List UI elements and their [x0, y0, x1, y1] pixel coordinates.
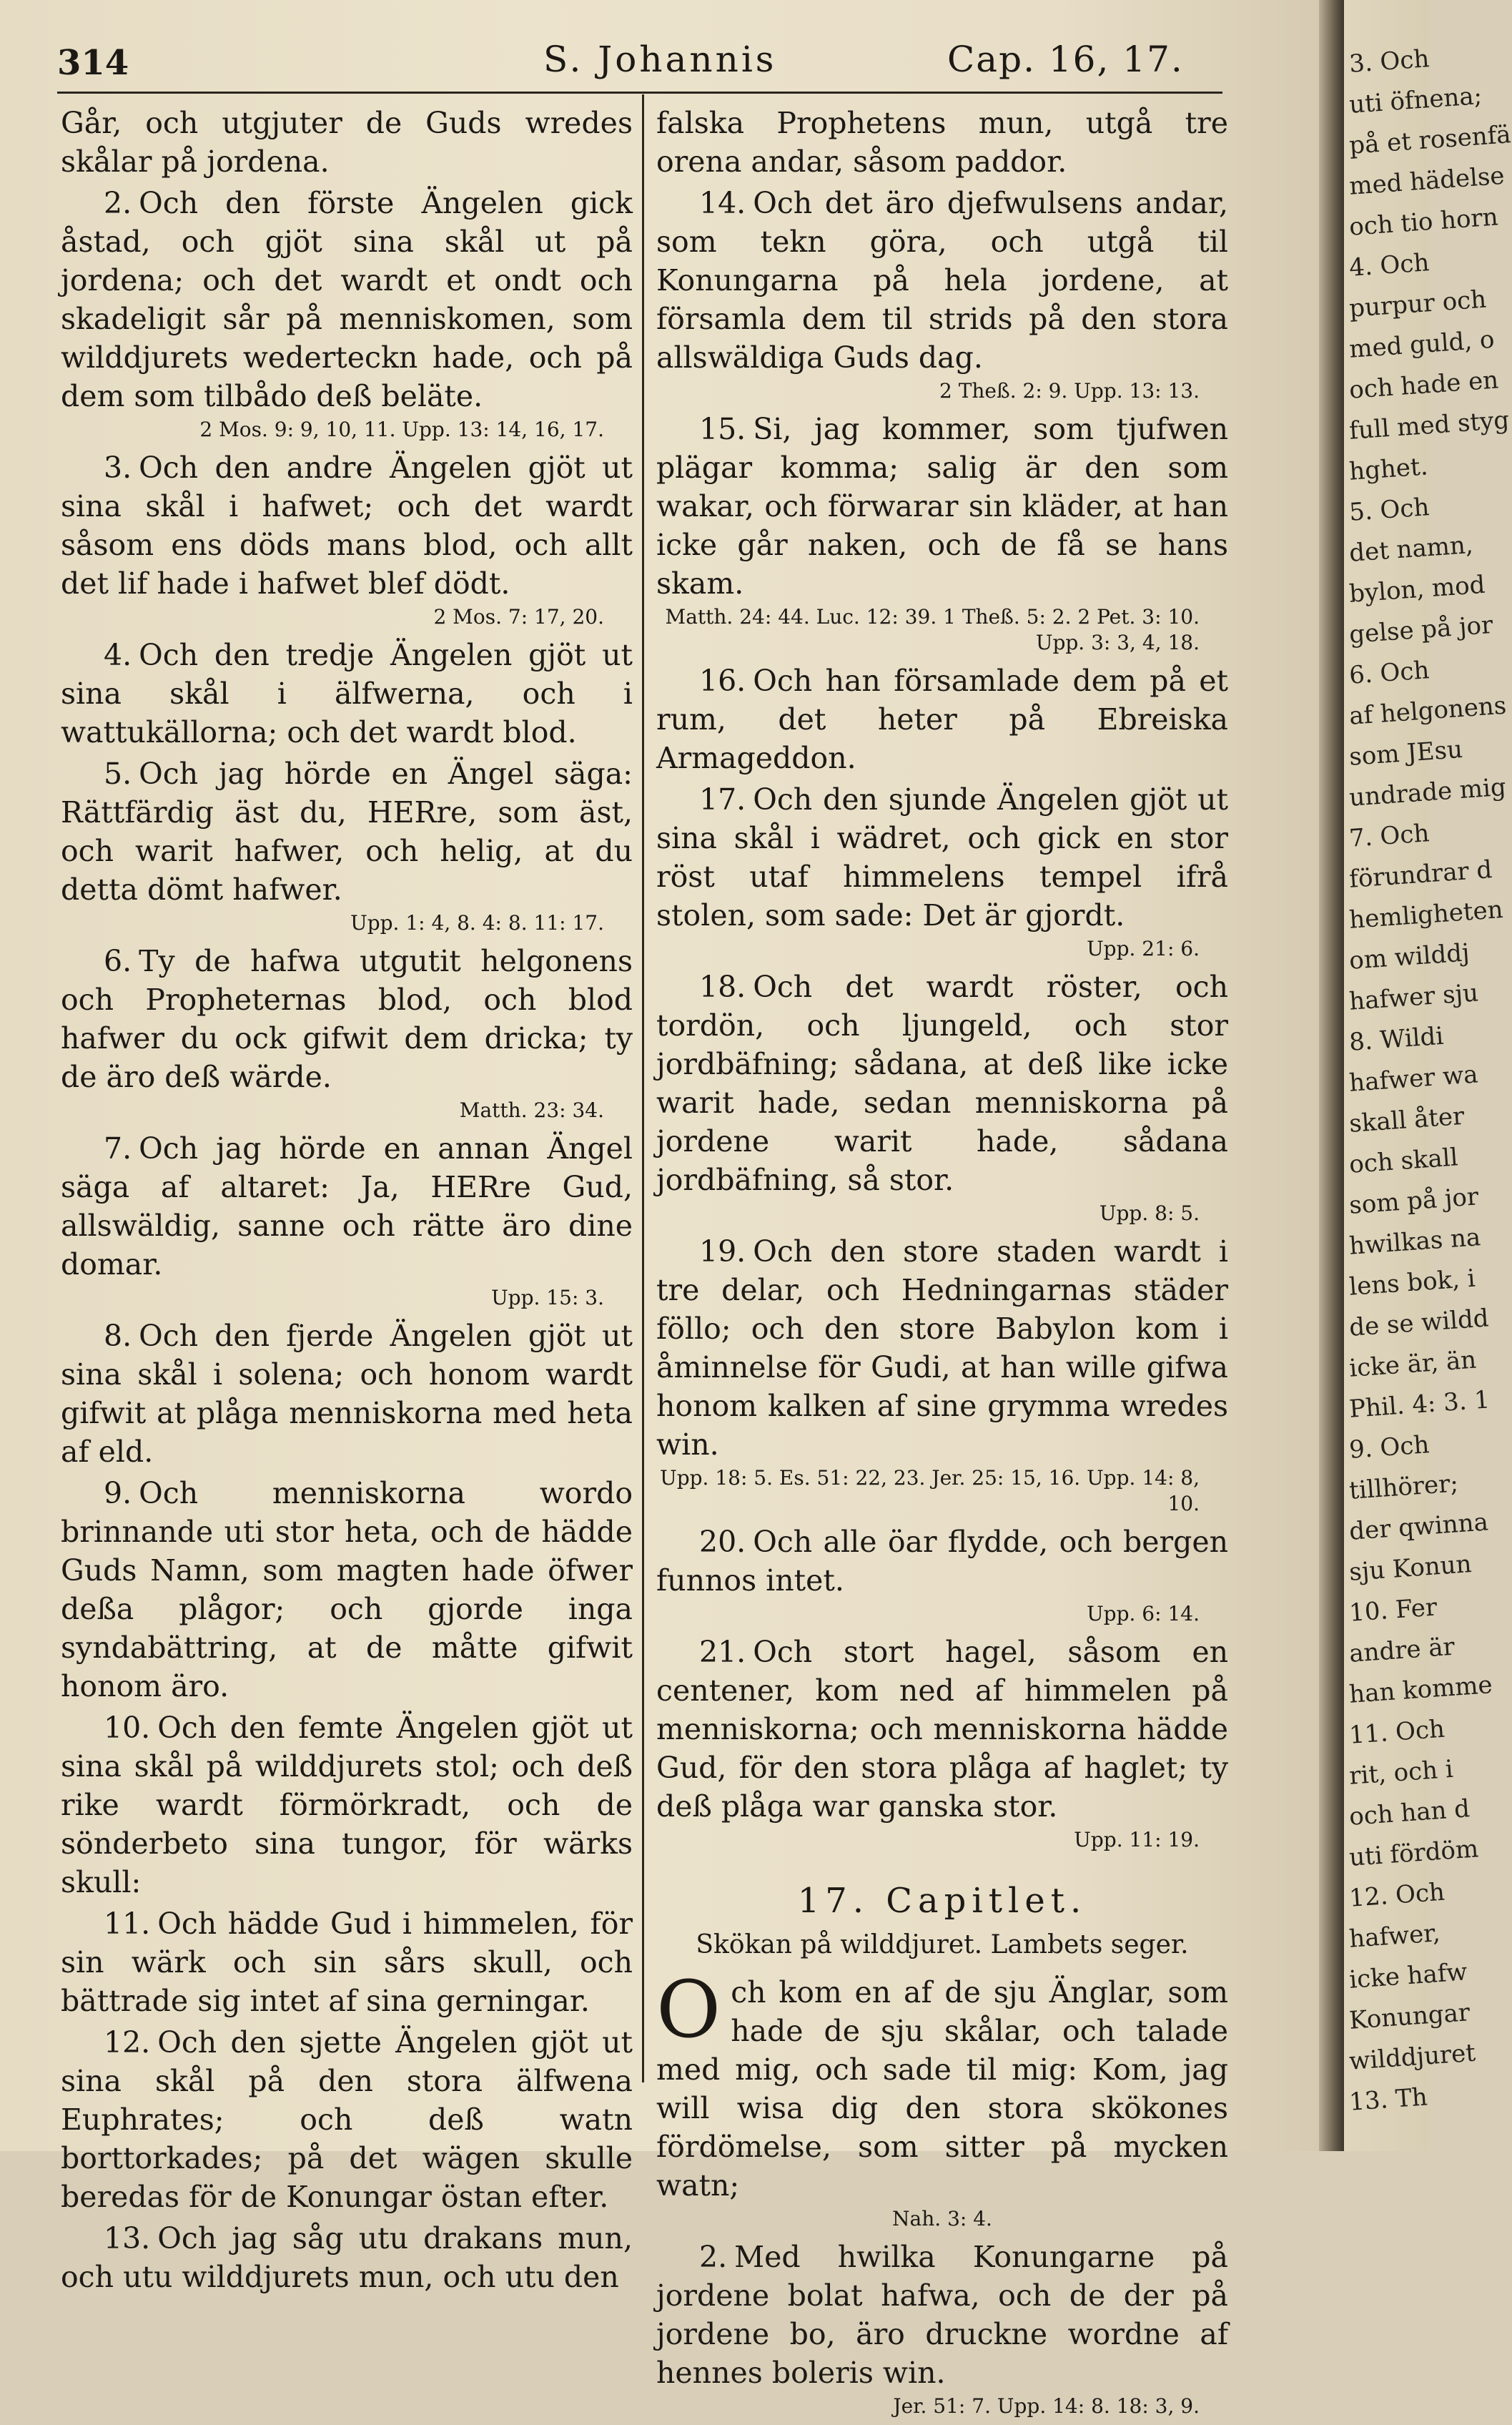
- verse-text: Och alle öar flydde, och bergen funnos intet.: [656, 1525, 1228, 1598]
- facing-page-fragment: han komme: [1348, 1671, 1493, 1709]
- right-verse: [656, 661, 1228, 777]
- verse-number: 6.: [104, 944, 132, 978]
- facing-page-fragment: med guld, o: [1348, 325, 1496, 364]
- cross-reference: Upp. 18: 5. Es. 51: 22, 23. Jer. 25: 15, 16. Upp. 14: 8, 10.: [660, 1466, 1200, 1515]
- left-verse: [61, 1904, 633, 2020]
- left-verse: [61, 1708, 633, 1902]
- verse-text: Och han församlade dem på et rum, det heter på Ebreiska Armageddon.: [656, 664, 1228, 775]
- verse-number: 19.: [699, 1234, 746, 1269]
- chapter-range: Cap. 16, 17.: [947, 39, 1184, 80]
- facing-page-fragment: tillhörer;: [1348, 1469, 1460, 1505]
- facing-page-fragment: 5. Och: [1348, 493, 1431, 527]
- column-divider: [642, 94, 644, 2082]
- page-header: [57, 36, 1222, 86]
- cross-reference: 2 Mos. 7: 17, 20.: [433, 605, 604, 629]
- facing-page-fragment: 9. Och: [1348, 1430, 1431, 1465]
- verse-number: 13.: [104, 2221, 151, 2256]
- verse-text: Och stort hagel, såsom en centener, kom ned af himmelen på menniskorna; och menniskorna hädde Gud, för den stora plåga af haglet; ty deß plåga war ganska stor.: [656, 1635, 1228, 1824]
- facing-page-fragment: icke är, än: [1348, 1345, 1478, 1383]
- verse-text: Och menniskorna wordo brinnande uti stor heta, och de hädde Guds Namn, som magten hade öfwer deßa plågor; och gjorde inga syndabättring, at de måtte gifwit honom äro.: [61, 1476, 633, 1703]
- facing-page-fragment: undrade mig: [1348, 772, 1507, 812]
- cross-reference: Matth. 24: 44. Luc. 12: 39. 1 Theß. 5: 2. 2 Pet. 3: 10. Upp. 3: 3, 4, 18.: [665, 605, 1200, 654]
- facing-page-fragment: Konungar: [1348, 1998, 1471, 2035]
- verse-text: Och hädde Gud i himmelen, för sin wärk och sin sårs skull, och bättrade sig intet af sina gerningar.: [61, 1907, 633, 2018]
- facing-page-fragment: rit, och i: [1348, 1754, 1454, 1791]
- right-verse: [656, 968, 1228, 1199]
- verse-number: 14.: [699, 186, 746, 220]
- verse-text: Si, jag kommer, som tjufwen plägar komma; salig är den som wakar, och förwarar sin kläder, at han icke går naken, och de få se hans skam.: [656, 412, 1228, 601]
- verse-number: 2.: [699, 2240, 728, 2274]
- left-verse: [61, 1129, 633, 1284]
- facing-page-fragment: 13. Th: [1348, 2082, 1428, 2117]
- verse-text: Och den tredje Ängelen gjöt ut sina skål i älfwerna, och i wattukällorna; och det wardt blod.: [61, 638, 633, 749]
- verse-text: falska Prophetens mun, utgå tre orena andar, såsom paddor.: [656, 106, 1228, 179]
- right-verse: [656, 1523, 1228, 1600]
- drop-cap: O: [656, 1964, 721, 2055]
- left-verse: [61, 184, 633, 415]
- facing-page-edge: [1344, 0, 1512, 2151]
- facing-page-fragment: icke hafw: [1348, 1957, 1468, 1994]
- facing-page-fragment: och skall: [1348, 1143, 1459, 1179]
- verse-number: 3.: [104, 451, 132, 485]
- right-verse: [656, 104, 1228, 181]
- cross-reference: Upp. 1: 4, 8. 4: 8. 11: 17.: [350, 911, 604, 935]
- facing-page-fragment: wilddjuret: [1348, 2038, 1477, 2076]
- verse-text: Och den förste Ängelen gick åstad, och gjöt sina skål ut på jordena; och det wardt et ondt och skadeligit sår på menniskomen, som wilddjurets wederteckn hade, och på dem som tilbådo deß beläte.: [61, 186, 633, 413]
- right-verse: [656, 410, 1228, 603]
- chapter16-verses: [656, 104, 1228, 1853]
- facing-page-fragment: som på jor: [1348, 1182, 1480, 1220]
- facing-page-fragment: lens bok, i: [1348, 1264, 1476, 1302]
- facing-page-fragment: hemligheten: [1348, 895, 1504, 935]
- verse-text: Och det äro djefwulsens andar, som tekn göra, och utgå til Konungarna på hela jordene, at församla dem til strids på den stora allswäldiga Guds dag.: [656, 186, 1228, 375]
- left-verse: [61, 754, 633, 909]
- facing-page-fragment: 12. Och: [1348, 1877, 1446, 1913]
- facing-page-fragment: der qwinna: [1348, 1507, 1490, 1546]
- cross-reference: Upp. 11: 19.: [1074, 1828, 1200, 1851]
- verse-number: 11.: [104, 1907, 151, 1941]
- facing-page-fragment: förundrar d: [1348, 855, 1493, 894]
- facing-page-fragment: gelse på jor: [1348, 610, 1494, 649]
- facing-page-fragment: uti öfnena;: [1348, 82, 1483, 119]
- book-spine: [1319, 0, 1344, 2151]
- right-verse: [656, 1232, 1228, 1464]
- facing-page-fragment: sju Konun: [1348, 1550, 1473, 1587]
- facing-page-fragment: skall åter: [1348, 1101, 1466, 1138]
- left-verse: [61, 104, 633, 181]
- facing-page-fragment: 6. Och: [1348, 656, 1431, 690]
- left-verse: [61, 2023, 633, 2216]
- verse-text: Och det wardt röster, och tordön, och ljungeld, och stor jordbäfning; sådana, at deß like icke warit hade, sedan menniskorna på jordene warit hade, sådana jordbäfning, så stor.: [656, 970, 1228, 1197]
- facing-page-fragment: de se wildd: [1348, 1304, 1490, 1342]
- facing-page-fragment: hafwer wa: [1348, 1060, 1479, 1098]
- verse-text: Med hwilka Konungarne på jordene bolat hafwa, och de der på jordene bo, äro druckne wordne af hennes boleris win.: [656, 2240, 1228, 2390]
- verse-number: 16.: [699, 664, 746, 698]
- facing-page-fragment: hwilkas na: [1348, 1223, 1482, 1261]
- cross-reference: Upp. 15: 3.: [491, 1286, 604, 1309]
- left-verse: [61, 942, 633, 1096]
- facing-page-fragment: med hädelse: [1348, 161, 1506, 201]
- facing-page-fragment: på et rosenfä: [1348, 120, 1512, 160]
- verse-text: Och den sjette Ängelen gjöt ut sina skål på den stora älfwena Euphrates; och deß watn borttorkades; på det wägen skulle beredas för de Konungar östan efter.: [61, 2025, 633, 2214]
- facing-page-fragment: hghet.: [1348, 452, 1429, 486]
- facing-page-fragment: och hade en: [1348, 365, 1500, 405]
- facing-page-fragment: 11. Och: [1348, 1714, 1446, 1750]
- cross-reference: Matth. 23: 34.: [459, 1098, 604, 1122]
- cross-reference: 2 Mos. 9: 9, 10, 11. Upp. 13: 14, 16, 17.: [199, 418, 604, 441]
- verse-number: 8.: [104, 1319, 132, 1353]
- verse-text: Och den andre Ängelen gjöt ut sina skål i hafwet; och det wardt såsom ens döds mans blod, och allt det lif hade i hafwet blef dödt.: [61, 451, 633, 601]
- facing-page-fragment: hafwer sju: [1348, 978, 1480, 1016]
- running-title: S. Johannis: [543, 39, 777, 80]
- right-verse: [656, 780, 1228, 935]
- right-verse: [656, 1633, 1228, 1826]
- facing-page-fragment: och tio horn: [1348, 202, 1499, 242]
- facing-page-fragment: bylon, mod: [1348, 570, 1486, 609]
- facing-page-fragment: full med styg: [1348, 405, 1511, 446]
- verse-number: 12.: [104, 2025, 151, 2060]
- verse-text: Och jag hörde en Ängel säga: Rättfärdig äst du, HERre, som äst, och warit hafwer, och helig, at du detta dömt hafwer.: [61, 757, 633, 907]
- facing-page-fragment: andre är: [1348, 1632, 1456, 1668]
- page-number: 314: [57, 43, 129, 83]
- verse-number: 21.: [699, 1635, 746, 1669]
- verse-number: 17.: [699, 782, 746, 817]
- verse-number: 7.: [104, 1131, 132, 1166]
- left-verse: [61, 2219, 633, 2296]
- left-column: [61, 104, 633, 2299]
- facing-page-fragment: purpur och: [1348, 285, 1488, 323]
- facing-page-fragment: 7. Och: [1348, 819, 1431, 853]
- right-verse: [656, 184, 1228, 377]
- verse-number: 9.: [104, 1476, 132, 1510]
- facing-page-fragment: om wilddj: [1348, 938, 1471, 975]
- verse-text: Ty de hafwa utgutit helgonens och Propheternas blod, och blod hafwer du ock gifwit dem dricka; ty de äro deß wärde.: [61, 944, 633, 1094]
- left-verse: [61, 636, 633, 752]
- verse-number: 18.: [699, 970, 746, 1004]
- facing-page-fragment: 4. Och: [1348, 248, 1431, 282]
- verse-number: 15.: [699, 412, 746, 446]
- verse-text: Går, och utgjuter de Guds wredes skålar på jordena.: [61, 106, 633, 179]
- verse-text: Och den femte Ängelen gjöt ut sina skål på wilddjurets stol; och deß rike wardt förmörkradt, och de sönderbeto sina tungor, för wärks skull:: [61, 1711, 633, 1899]
- cross-reference: Nah. 3: 4.: [892, 2207, 992, 2230]
- verse-text: Och jag hörde en annan Ängel säga af altaret: Ja, HERre Gud, allswäldig, sanne och rätte äro dine domar.: [61, 1131, 633, 1282]
- verse-number: 5.: [104, 757, 132, 791]
- facing-page-fragment: som JEsu: [1348, 734, 1464, 772]
- facing-page-fragment: uti fördöm: [1348, 1834, 1480, 1872]
- header-rule: [57, 92, 1222, 94]
- verse-17-2: [656, 2238, 1228, 2392]
- verse-text: Och den fjerde Ängelen gjöt ut sina skål i solena; och honom wardt gifwit at plåga menniskorna med heta af eld.: [61, 1319, 633, 1469]
- chapter-title: 17. Capitlet.: [797, 1881, 1087, 1921]
- facing-page-fragment: af helgonens: [1348, 691, 1508, 731]
- cross-reference: Upp. 21: 6.: [1087, 937, 1200, 960]
- right-column: [656, 104, 1228, 2425]
- left-verse: [61, 1474, 633, 1706]
- cross-reference: Upp. 6: 14.: [1087, 1602, 1200, 1625]
- chapter-summary: Skökan på wilddjuret. Lambets seger.: [696, 1930, 1189, 1959]
- facing-page-fragment: och han d: [1348, 1794, 1471, 1831]
- facing-page-fragment: 8. Wildi: [1348, 1021, 1445, 1057]
- verse-17-1: [656, 1964, 1228, 2205]
- verse-number: 20.: [699, 1525, 746, 1559]
- verse-text: Och den sjunde Ängelen gjöt ut sina skål i wädret, och gick en stor röst utaf himmelens tempel ifrå stolen, som sade: Det är gjordt.: [656, 782, 1228, 933]
- verse-text: ch kom en af de sju Änglar, som hade de sju skålar, och talade med mig, och sade til mig: Kom, jag will wisa dig den stora skökones fördömelse, som sitter på mycken watn;: [656, 1975, 1228, 2203]
- facing-page-fragment: 10. Fer: [1348, 1593, 1438, 1628]
- left-verse: [61, 448, 633, 603]
- facing-page-fragment: 3. Och: [1348, 44, 1431, 79]
- facing-page-fragment: det namn,: [1348, 530, 1474, 568]
- verse-number: 4.: [104, 638, 132, 672]
- facing-page-fragment: hafwer,: [1348, 1919, 1441, 1954]
- cross-reference: Upp. 8: 5.: [1099, 1201, 1200, 1225]
- verse-number: 2.: [104, 186, 132, 220]
- cross-reference: 2 Theß. 2: 9. Upp. 13: 13.: [939, 379, 1200, 403]
- left-verse: [61, 1317, 633, 1471]
- facing-page-fragment: Phil. 4: 3. 1: [1348, 1385, 1491, 1424]
- verse-text: Och jag såg utu drakans mun, och utu wilddjurets mun, och utu den: [61, 2221, 633, 2294]
- verse-text: Och den store staden wardt i tre delar, och Hedningarnas städer föllo; och den store Babylon kom i åminnelse för Gudi, at han wille gifwa honom kalken af sine grymma wredes win.: [656, 1234, 1228, 1462]
- cross-reference: Jer. 51: 7. Upp. 14: 8. 18: 3, 9.: [893, 2394, 1200, 2418]
- verse-number: 10.: [104, 1711, 151, 1745]
